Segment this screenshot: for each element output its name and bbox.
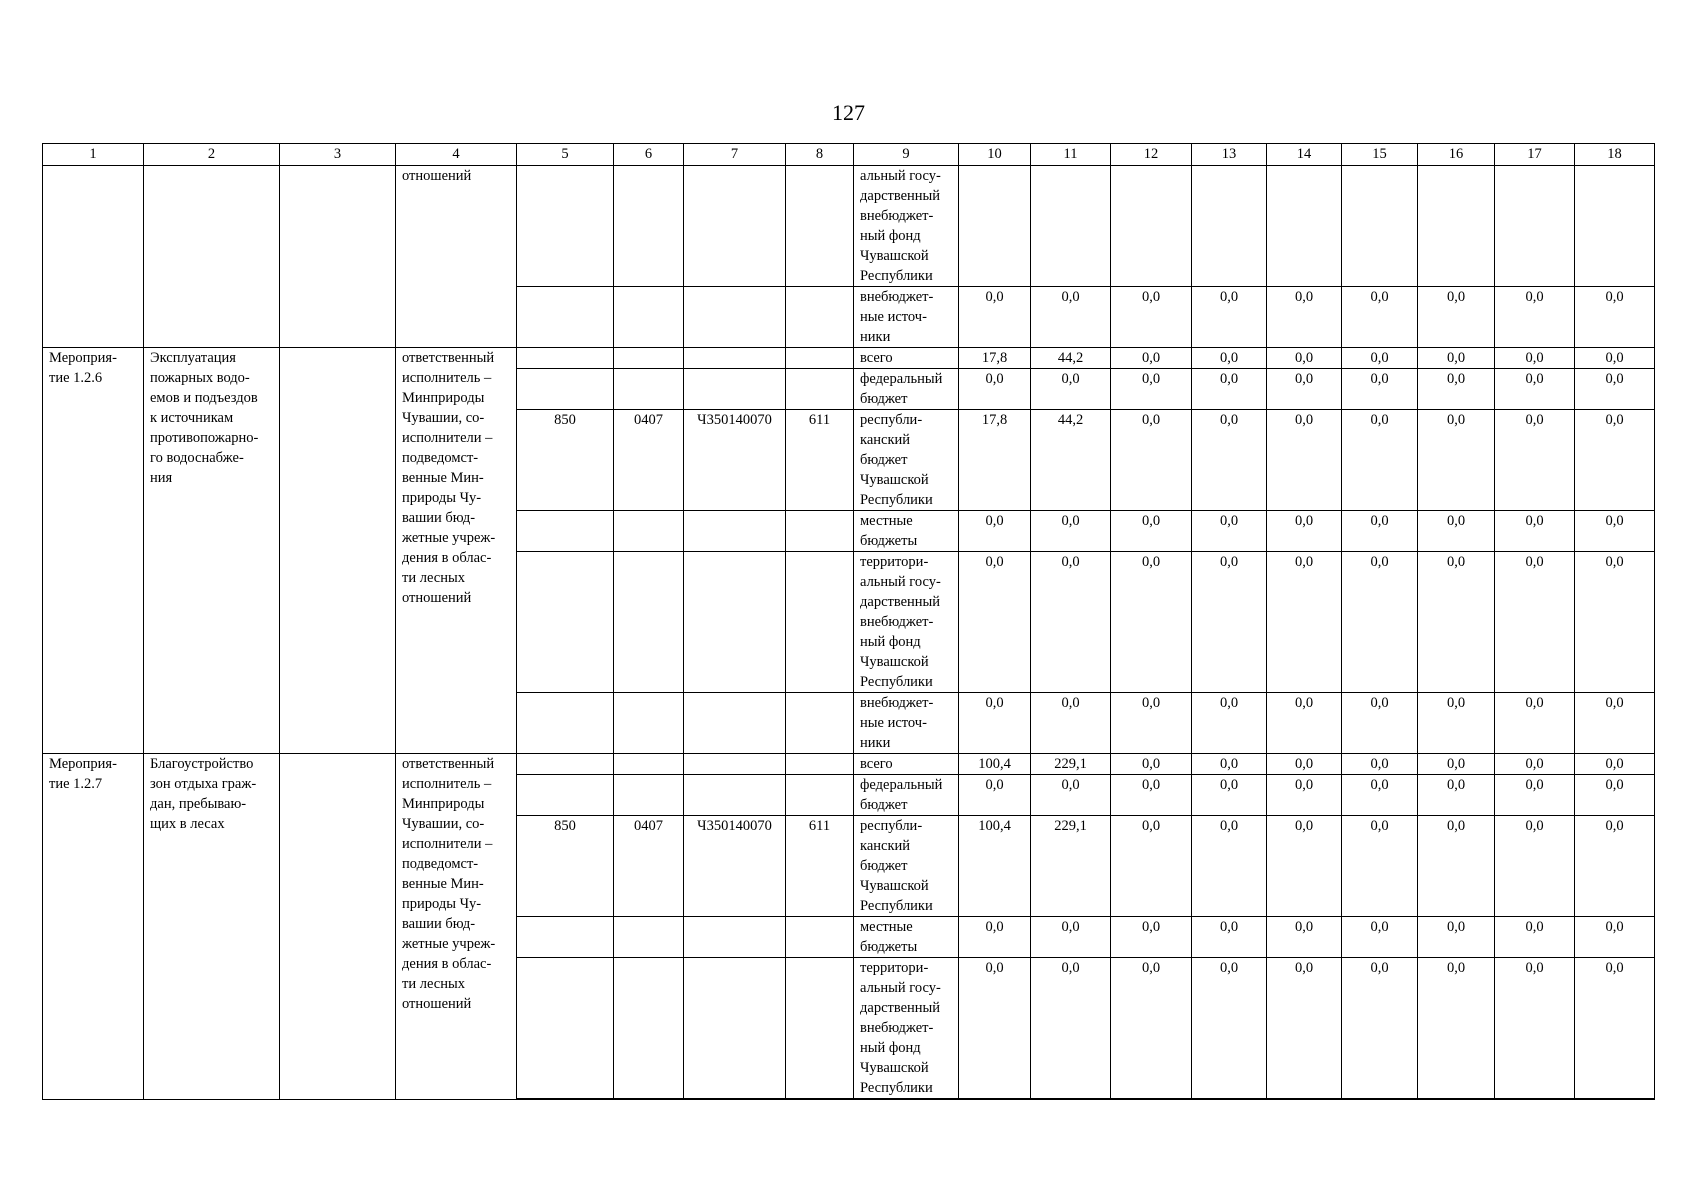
amount-cell: 0,0 bbox=[959, 693, 1031, 754]
expense-type-code bbox=[786, 754, 854, 775]
amount-cell: 0,0 bbox=[1575, 917, 1655, 958]
measure-title: Мероприя- тие 1.2.7 bbox=[43, 754, 144, 1100]
amount-cell: 0,0 bbox=[1267, 287, 1342, 348]
amount-cell: 0,0 bbox=[1111, 511, 1192, 552]
amount-cell: 0,0 bbox=[1192, 958, 1267, 1100]
page-number: 127 bbox=[832, 100, 865, 125]
amount-cell: 0,0 bbox=[1495, 816, 1575, 917]
amount-cell: 0,0 bbox=[1192, 754, 1267, 775]
amount-cell: 0,0 bbox=[1111, 410, 1192, 511]
section-code bbox=[614, 917, 684, 958]
amount-cell: 0,0 bbox=[1111, 369, 1192, 410]
amount-cell: 0,0 bbox=[1342, 775, 1418, 816]
amount-cell: 0,0 bbox=[1495, 369, 1575, 410]
amount-cell: 229,1 bbox=[1031, 816, 1111, 917]
target-article-code bbox=[684, 958, 786, 1100]
amount-cell: 0,0 bbox=[1111, 287, 1192, 348]
column-number: 13 bbox=[1192, 144, 1267, 166]
section-code bbox=[614, 348, 684, 369]
amount-cell: 0,0 bbox=[1418, 287, 1495, 348]
amount-cell: 0,0 bbox=[1192, 816, 1267, 917]
table-row bbox=[43, 348, 1655, 369]
grbs-code: 850 bbox=[517, 410, 614, 511]
amount-cell: 0,0 bbox=[1031, 552, 1111, 693]
section-code bbox=[614, 166, 684, 287]
amount-cell: 229,1 bbox=[1031, 754, 1111, 775]
column-number: 18 bbox=[1575, 144, 1655, 166]
amount-cell bbox=[1418, 166, 1495, 287]
column-number: 11 bbox=[1031, 144, 1111, 166]
grbs-code bbox=[517, 166, 614, 287]
amount-cell bbox=[1031, 166, 1111, 287]
amount-cell: 0,0 bbox=[1267, 754, 1342, 775]
expense-type-code bbox=[786, 552, 854, 693]
measure-name: Благоустройство зон отдыха граж- дан, пребываю- щих в лесах bbox=[144, 754, 280, 1100]
amount-cell: 0,0 bbox=[1575, 369, 1655, 410]
amount-cell: 0,0 bbox=[959, 511, 1031, 552]
amount-cell: 0,0 bbox=[1495, 775, 1575, 816]
amount-cell: 0,0 bbox=[1267, 369, 1342, 410]
amount-cell: 0,0 bbox=[1418, 552, 1495, 693]
column-number: 17 bbox=[1495, 144, 1575, 166]
section-code bbox=[614, 775, 684, 816]
amount-cell: 0,0 bbox=[959, 369, 1031, 410]
amount-cell: 0,0 bbox=[1575, 754, 1655, 775]
amount-cell: 0,0 bbox=[1267, 693, 1342, 754]
amount-cell: 0,0 bbox=[1111, 348, 1192, 369]
amount-cell: 0,0 bbox=[1342, 369, 1418, 410]
grbs-code bbox=[517, 775, 614, 816]
column-number: 2 bbox=[144, 144, 280, 166]
column-number: 10 bbox=[959, 144, 1031, 166]
amount-cell: 0,0 bbox=[1267, 917, 1342, 958]
grbs-code bbox=[517, 754, 614, 775]
executor: отношений bbox=[396, 166, 517, 348]
amount-cell: 0,0 bbox=[1031, 775, 1111, 816]
expense-type-code bbox=[786, 917, 854, 958]
amount-cell: 0,0 bbox=[1575, 693, 1655, 754]
funding-source: федеральный бюджет bbox=[854, 775, 959, 816]
column-number: 16 bbox=[1418, 144, 1495, 166]
amount-cell: 0,0 bbox=[1267, 958, 1342, 1100]
section-code bbox=[614, 369, 684, 410]
amount-cell: 0,0 bbox=[1418, 348, 1495, 369]
funding-source: внебюджет- ные источ- ники bbox=[854, 287, 959, 348]
column-number: 7 bbox=[684, 144, 786, 166]
expense-type-code bbox=[786, 775, 854, 816]
amount-cell: 0,0 bbox=[1418, 958, 1495, 1100]
amount-cell: 0,0 bbox=[1495, 958, 1575, 1100]
expense-type-code bbox=[786, 693, 854, 754]
section-code bbox=[614, 693, 684, 754]
amount-cell: 0,0 bbox=[1418, 917, 1495, 958]
amount-cell: 0,0 bbox=[1418, 754, 1495, 775]
amount-cell: 0,0 bbox=[1342, 693, 1418, 754]
amount-cell: 0,0 bbox=[1267, 775, 1342, 816]
table-row bbox=[43, 754, 1655, 775]
column-number: 5 bbox=[517, 144, 614, 166]
amount-cell: 0,0 bbox=[1111, 693, 1192, 754]
executor: ответственный исполнитель – Минприроды Чувашии, со- исполнители – подведомст- венные Мин- природы Чу- вашии бюд- жетные учреж- дения в облас- ти лесных отношений bbox=[396, 348, 517, 754]
amount-cell: 0,0 bbox=[1111, 816, 1192, 917]
target-article-code bbox=[684, 552, 786, 693]
funding-source: внебюджет- ные источ- ники bbox=[854, 693, 959, 754]
column-number: 8 bbox=[786, 144, 854, 166]
expense-type-code: 611 bbox=[786, 410, 854, 511]
amount-cell: 0,0 bbox=[1031, 693, 1111, 754]
amount-cell: 0,0 bbox=[1342, 410, 1418, 511]
grbs-code bbox=[517, 348, 614, 369]
column-number: 6 bbox=[614, 144, 684, 166]
section-code bbox=[614, 552, 684, 693]
grbs-code bbox=[517, 369, 614, 410]
funding-source: территори- альный госу- дарственный внебюджет- ный фонд Чувашской Республики bbox=[854, 958, 959, 1100]
measure-name bbox=[144, 166, 280, 348]
funding-source: федеральный бюджет bbox=[854, 369, 959, 410]
amount-cell: 0,0 bbox=[959, 958, 1031, 1100]
amount-cell: 0,0 bbox=[1342, 754, 1418, 775]
amount-cell: 0,0 bbox=[1418, 693, 1495, 754]
grbs-code bbox=[517, 917, 614, 958]
amount-cell: 0,0 bbox=[1342, 511, 1418, 552]
amount-cell: 100,4 bbox=[959, 816, 1031, 917]
amount-cell: 0,0 bbox=[1495, 552, 1575, 693]
grbs-code bbox=[517, 693, 614, 754]
amount-cell: 0,0 bbox=[1342, 348, 1418, 369]
column-number: 4 bbox=[396, 144, 517, 166]
amount-cell: 0,0 bbox=[1031, 287, 1111, 348]
target-article-code bbox=[684, 166, 786, 287]
amount-cell: 0,0 bbox=[1575, 552, 1655, 693]
expense-type-code bbox=[786, 348, 854, 369]
amount-cell: 0,0 bbox=[1418, 410, 1495, 511]
amount-cell: 0,0 bbox=[1192, 552, 1267, 693]
grbs-code bbox=[517, 287, 614, 348]
amount-cell: 100,4 bbox=[959, 754, 1031, 775]
grbs-code bbox=[517, 958, 614, 1100]
section-code bbox=[614, 511, 684, 552]
funding-source: республи- канский бюджет Чувашской Республики bbox=[854, 816, 959, 917]
column-number: 9 bbox=[854, 144, 959, 166]
target-indicator bbox=[280, 754, 396, 1100]
amount-cell: 0,0 bbox=[1192, 917, 1267, 958]
funding-source: всего bbox=[854, 348, 959, 369]
amount-cell: 0,0 bbox=[1031, 511, 1111, 552]
amount-cell: 0,0 bbox=[1342, 552, 1418, 693]
section-code bbox=[614, 754, 684, 775]
amount-cell bbox=[959, 166, 1031, 287]
amount-cell: 0,0 bbox=[1495, 917, 1575, 958]
column-number: 15 bbox=[1342, 144, 1418, 166]
amount-cell: 0,0 bbox=[1111, 754, 1192, 775]
amount-cell: 0,0 bbox=[1267, 816, 1342, 917]
amount-cell: 0,0 bbox=[1575, 511, 1655, 552]
expense-type-code bbox=[786, 287, 854, 348]
section-code: 0407 bbox=[614, 410, 684, 511]
amount-cell: 0,0 bbox=[1192, 287, 1267, 348]
target-article-code: Ч350140070 bbox=[684, 816, 786, 917]
amount-cell bbox=[1267, 166, 1342, 287]
funding-source: всего bbox=[854, 754, 959, 775]
amount-cell: 0,0 bbox=[1495, 511, 1575, 552]
section-code bbox=[614, 287, 684, 348]
amount-cell: 0,0 bbox=[1192, 410, 1267, 511]
measure-title bbox=[43, 166, 144, 348]
column-number: 3 bbox=[280, 144, 396, 166]
target-article-code bbox=[684, 287, 786, 348]
amount-cell: 0,0 bbox=[1267, 552, 1342, 693]
section-code: 0407 bbox=[614, 816, 684, 917]
measure-name: Эксплуатация пожарных водо- емов и подъездов к источникам противопожарно- го водоснабже- ния bbox=[144, 348, 280, 754]
amount-cell: 0,0 bbox=[1031, 958, 1111, 1100]
amount-cell: 44,2 bbox=[1031, 410, 1111, 511]
amount-cell: 0,0 bbox=[1267, 511, 1342, 552]
amount-cell: 0,0 bbox=[959, 775, 1031, 816]
amount-cell: 0,0 bbox=[1031, 369, 1111, 410]
amount-cell: 0,0 bbox=[1575, 348, 1655, 369]
amount-cell: 0,0 bbox=[1342, 287, 1418, 348]
expense-type-code: 611 bbox=[786, 816, 854, 917]
amount-cell: 0,0 bbox=[1418, 369, 1495, 410]
amount-cell bbox=[1342, 166, 1418, 287]
amount-cell: 0,0 bbox=[1192, 775, 1267, 816]
amount-cell: 0,0 bbox=[959, 287, 1031, 348]
amount-cell: 0,0 bbox=[1418, 511, 1495, 552]
amount-cell: 0,0 bbox=[1575, 958, 1655, 1100]
amount-cell: 0,0 bbox=[1495, 693, 1575, 754]
amount-cell: 0,0 bbox=[1111, 775, 1192, 816]
funding-source: территори- альный госу- дарственный внебюджет- ный фонд Чувашской Республики bbox=[854, 552, 959, 693]
target-article-code bbox=[684, 775, 786, 816]
amount-cell: 44,2 bbox=[1031, 348, 1111, 369]
target-article-code bbox=[684, 511, 786, 552]
amount-cell: 0,0 bbox=[1495, 754, 1575, 775]
amount-cell: 0,0 bbox=[1495, 287, 1575, 348]
column-number: 14 bbox=[1267, 144, 1342, 166]
budget-table bbox=[42, 143, 1655, 1100]
measure-title: Мероприя- тие 1.2.6 bbox=[43, 348, 144, 754]
amount-cell bbox=[1495, 166, 1575, 287]
amount-cell: 0,0 bbox=[1192, 511, 1267, 552]
table-row bbox=[43, 166, 1655, 287]
amount-cell: 0,0 bbox=[1418, 775, 1495, 816]
target-indicator bbox=[280, 166, 396, 348]
amount-cell: 0,0 bbox=[1495, 410, 1575, 511]
funding-source: местные бюджеты bbox=[854, 511, 959, 552]
expense-type-code bbox=[786, 511, 854, 552]
target-article-code bbox=[684, 754, 786, 775]
amount-cell bbox=[1192, 166, 1267, 287]
column-number: 12 bbox=[1111, 144, 1192, 166]
expense-type-code bbox=[786, 369, 854, 410]
target-article-code bbox=[684, 348, 786, 369]
amount-cell: 0,0 bbox=[959, 917, 1031, 958]
target-indicator bbox=[280, 348, 396, 754]
amount-cell: 0,0 bbox=[1111, 552, 1192, 693]
target-article-code bbox=[684, 693, 786, 754]
expense-type-code bbox=[786, 958, 854, 1100]
grbs-code bbox=[517, 552, 614, 693]
column-number-row bbox=[43, 144, 1655, 166]
amount-cell: 0,0 bbox=[1267, 410, 1342, 511]
column-number: 1 bbox=[43, 144, 144, 166]
grbs-code: 850 bbox=[517, 816, 614, 917]
amount-cell: 0,0 bbox=[1575, 287, 1655, 348]
amount-cell bbox=[1111, 166, 1192, 287]
funding-source: альный госу- дарственный внебюджет- ный фонд Чувашской Республики bbox=[854, 166, 959, 287]
amount-cell: 0,0 bbox=[1342, 958, 1418, 1100]
amount-cell: 17,8 bbox=[959, 348, 1031, 369]
amount-cell: 0,0 bbox=[1111, 958, 1192, 1100]
amount-cell: 0,0 bbox=[1342, 917, 1418, 958]
amount-cell: 0,0 bbox=[1267, 348, 1342, 369]
amount-cell: 0,0 bbox=[1575, 816, 1655, 917]
target-article-code bbox=[684, 917, 786, 958]
amount-cell: 0,0 bbox=[1575, 775, 1655, 816]
amount-cell: 17,8 bbox=[959, 410, 1031, 511]
expense-type-code bbox=[786, 166, 854, 287]
amount-cell: 0,0 bbox=[1192, 369, 1267, 410]
amount-cell: 0,0 bbox=[959, 552, 1031, 693]
grbs-code bbox=[517, 511, 614, 552]
amount-cell bbox=[1575, 166, 1655, 287]
section-code bbox=[614, 958, 684, 1100]
amount-cell: 0,0 bbox=[1495, 348, 1575, 369]
amount-cell: 0,0 bbox=[1418, 816, 1495, 917]
executor: ответственный исполнитель – Минприроды Чувашии, со- исполнители – подведомст- венные Мин- природы Чу- вашии бюд- жетные учреж- дения в облас- ти лесных отношений bbox=[396, 754, 517, 1100]
amount-cell: 0,0 bbox=[1192, 348, 1267, 369]
amount-cell: 0,0 bbox=[1031, 917, 1111, 958]
funding-source: местные бюджеты bbox=[854, 917, 959, 958]
amount-cell: 0,0 bbox=[1111, 917, 1192, 958]
target-article-code bbox=[684, 369, 786, 410]
target-article-code: Ч350140070 bbox=[684, 410, 786, 511]
funding-source: республи- канский бюджет Чувашской Республики bbox=[854, 410, 959, 511]
amount-cell: 0,0 bbox=[1342, 816, 1418, 917]
amount-cell: 0,0 bbox=[1192, 693, 1267, 754]
amount-cell: 0,0 bbox=[1575, 410, 1655, 511]
